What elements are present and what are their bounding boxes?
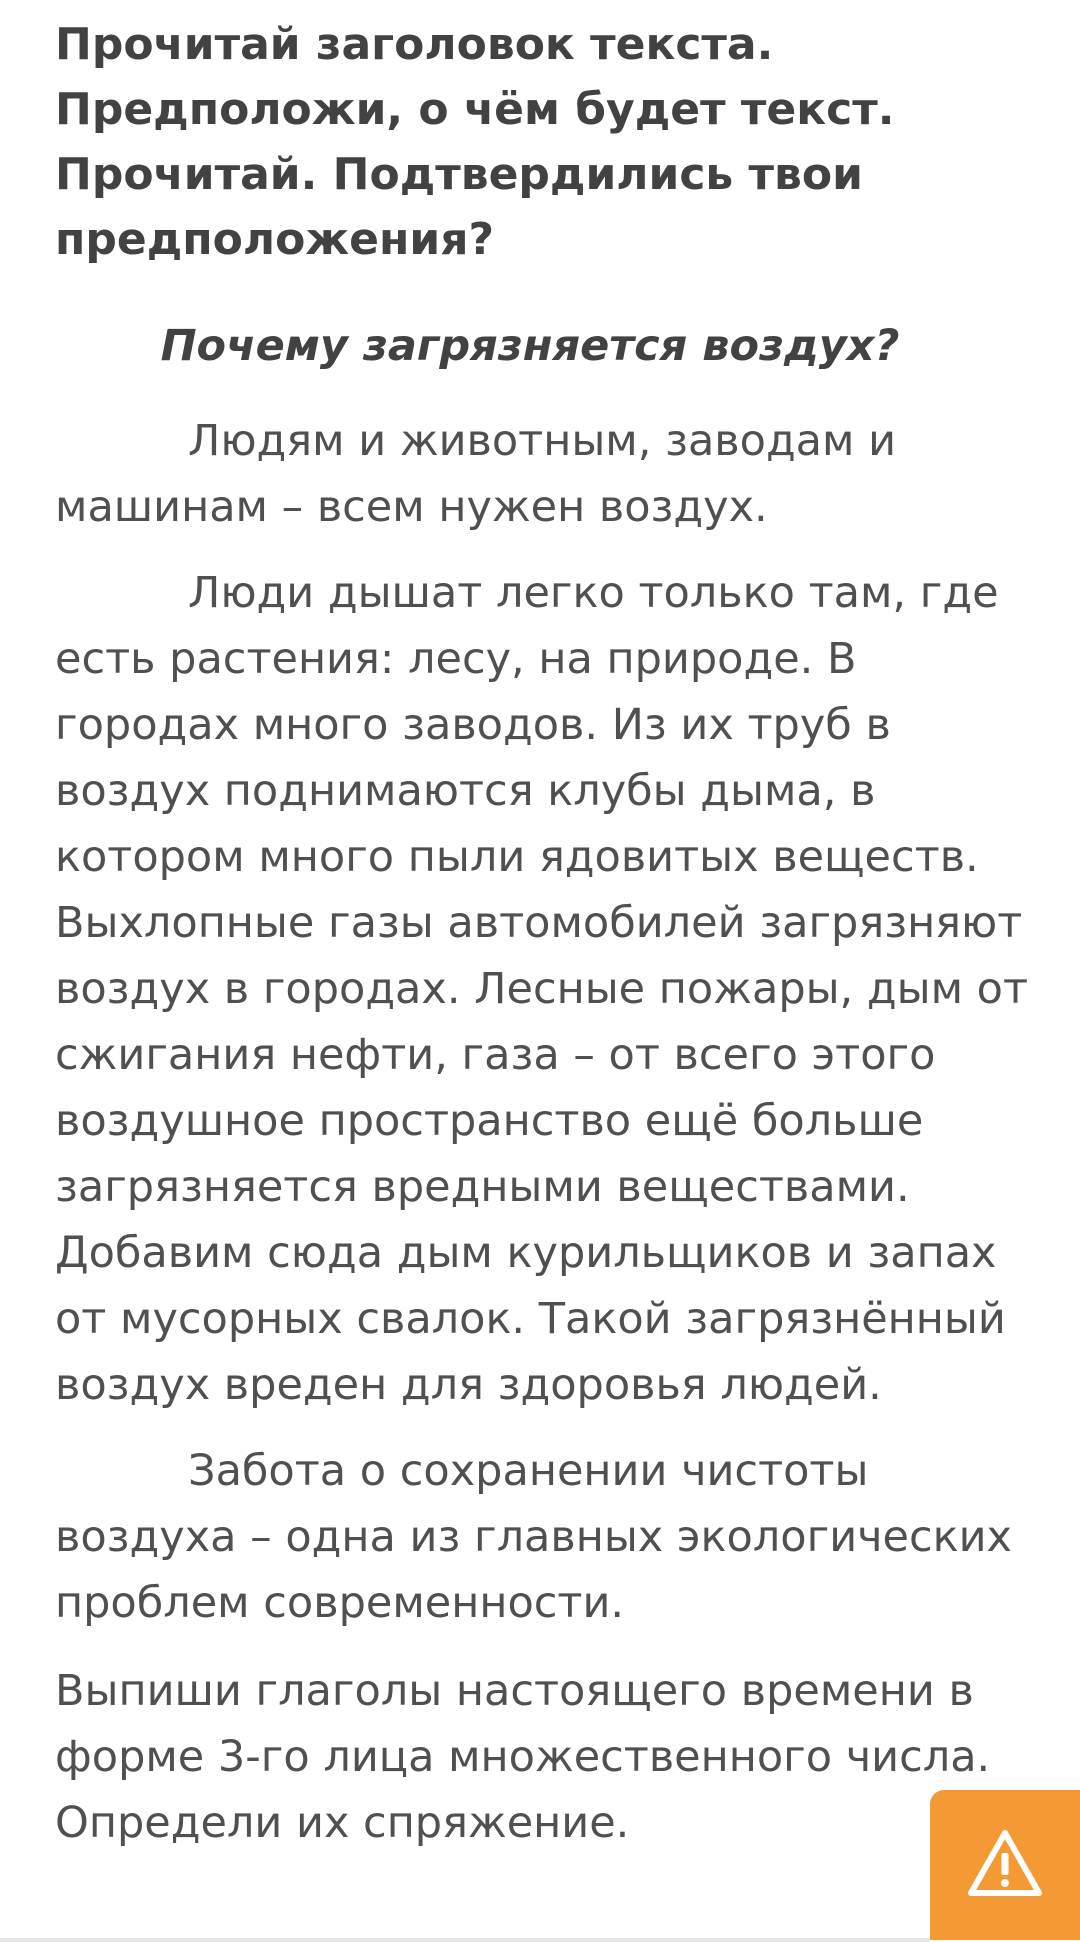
task-heading: Прочитай заголовок текста. Предположи, о чём будет текст. Прочитай. Подтвердились твои предположения?: [55, 19, 895, 265]
warning-icon: [965, 1827, 1045, 1903]
assignment-content: [55, 0, 1045, 1856]
paragraph-1: Людям и животным, заводам и машинам – всем нужен воздух.: [55, 416, 897, 532]
bottom-divider: [0, 1938, 930, 1942]
text-title: Почему загрязняется воздух?: [160, 321, 900, 371]
paragraph-3: Забота о сохранении чистоты воздуха – одна из главных экологических проблем современности.: [55, 1446, 1013, 1628]
task-instruction: Выпиши глаголы настоящего времени в форме 3-го лица множественного числа. Определи их спряжение.: [55, 1666, 991, 1848]
report-problem-button[interactable]: [930, 1790, 1080, 1940]
paragraph-2: Люди дышат легко только там, где есть растения: лесу, на природе. В городах много заводов. Из их труб в воздух поднимаются клубы дыма, в котором много пыли ядовитых веществ. Выхлопные газы автомобилей загрязняют воздух в городах. Лесные пожары, дым от сжигания нефти, газа – от всего этого воздушное пространство ещё больше загрязняется вредными веществами. Добавим сюда дым курильщиков и запах от мусорных свалок. Такой загрязнённый воздух вреден для здоровья людей.: [55, 568, 1029, 1410]
